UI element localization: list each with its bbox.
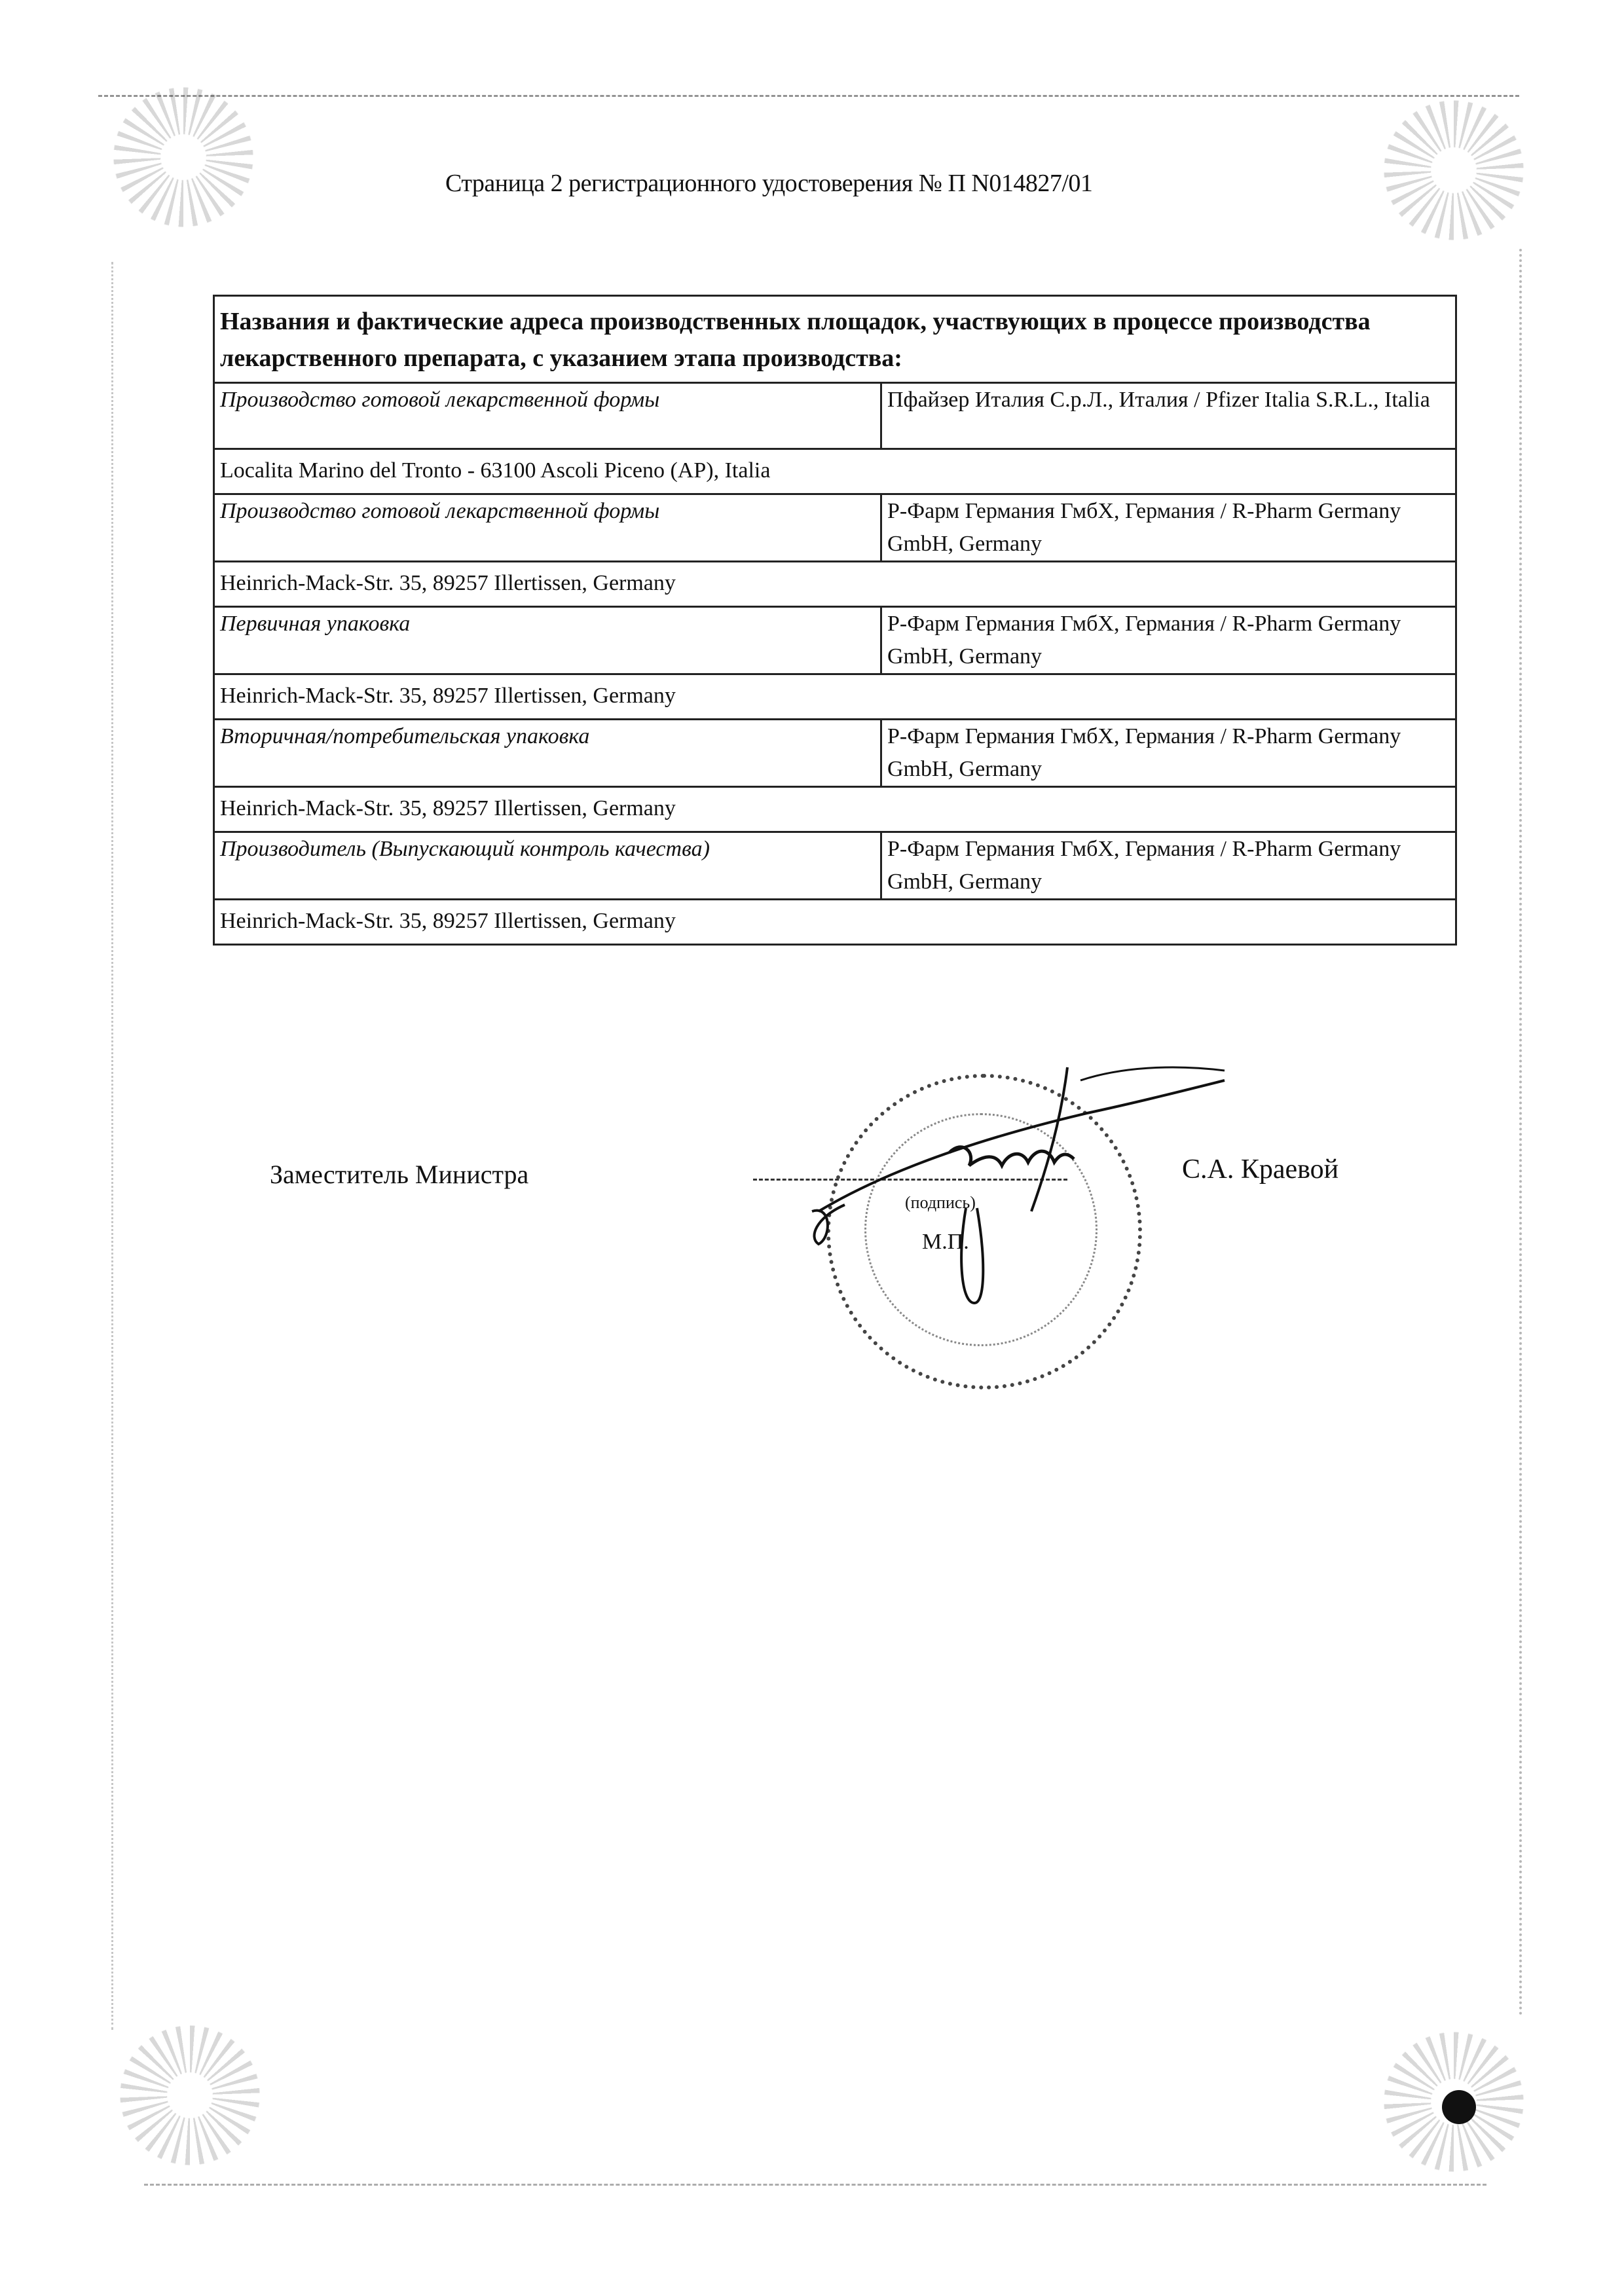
company-cell: Р-Фарм Германия ГмбХ, Германия / R-Pharm Germany GmbH, Germany [881,607,1456,674]
rosette-ornament-icon [1382,2030,1526,2174]
ornament-center-dot [1442,2090,1476,2124]
rosette-ornament-icon [111,85,255,229]
page-title: Страница 2 регистрационного удостоверения № П N014827/01 [445,170,1093,197]
stage-cell: Вторичная/потребительская упаковка [214,720,881,787]
signer-title: Заместитель Министра [270,1160,529,1189]
table-row [214,383,1456,449]
table-row [214,607,1456,674]
production-sites-table [213,295,1457,946]
page-border-left [111,262,113,2030]
table-row [214,674,1456,720]
page-border-bottom [144,2184,1486,2186]
table-row [214,832,1456,900]
address-cell: Heinrich-Mack-Str. 35, 89257 Illertissen, Germany [214,787,1456,832]
company-cell: Р-Фарм Германия ГмбХ, Германия / R-Pharm Germany GmbH, Germany [881,494,1456,562]
signature-caption: (подпись) [905,1193,976,1212]
handwritten-signature-icon [805,1041,1264,1329]
table-row [214,494,1456,562]
address-cell: Heinrich-Mack-Str. 35, 89257 Illertissen, Germany [214,562,1456,607]
stage-cell: Первичная упаковка [214,607,881,674]
company-cell: Р-Фарм Германия ГмбХ, Германия / R-Pharm Germany GmbH, Germany [881,720,1456,787]
address-cell: Heinrich-Mack-Str. 35, 89257 Illertissen, Germany [214,674,1456,720]
company-cell: Р-Фарм Германия ГмбХ, Германия / R-Pharm Germany GmbH, Germany [881,832,1456,900]
stage-cell: Производство готовой лекарственной формы [214,383,881,449]
address-cell: Localita Marino del Tronto - 63100 Ascoli Piceno (AP), Italia [214,449,1456,494]
table-row [214,720,1456,787]
rosette-ornament-icon [118,2023,262,2167]
table-row [214,449,1456,494]
stage-cell: Производство готовой лекарственной формы [214,494,881,562]
page-border-top [98,95,1519,97]
table-row [214,562,1456,607]
page-border-right [1519,249,1522,2017]
rosette-ornament-icon [1382,98,1526,242]
table-row [214,787,1456,832]
table-row [214,900,1456,945]
stage-cell: Производитель (Выпускающий контроль качества) [214,832,881,900]
company-cell: Пфайзер Италия С.р.Л., Италия / Pfizer Italia S.R.L., Italia [881,383,1456,449]
table-header: Названия и фактические адреса производственных площадок, участвующих в процессе производства лекарственного препарата, с указанием этапа производства: [214,296,1456,383]
stamp-mark: М.П. [922,1230,969,1254]
address-cell: Heinrich-Mack-Str. 35, 89257 Illertissen, Germany [214,900,1456,945]
signer-name: С.А. Краевой [1182,1154,1339,1185]
